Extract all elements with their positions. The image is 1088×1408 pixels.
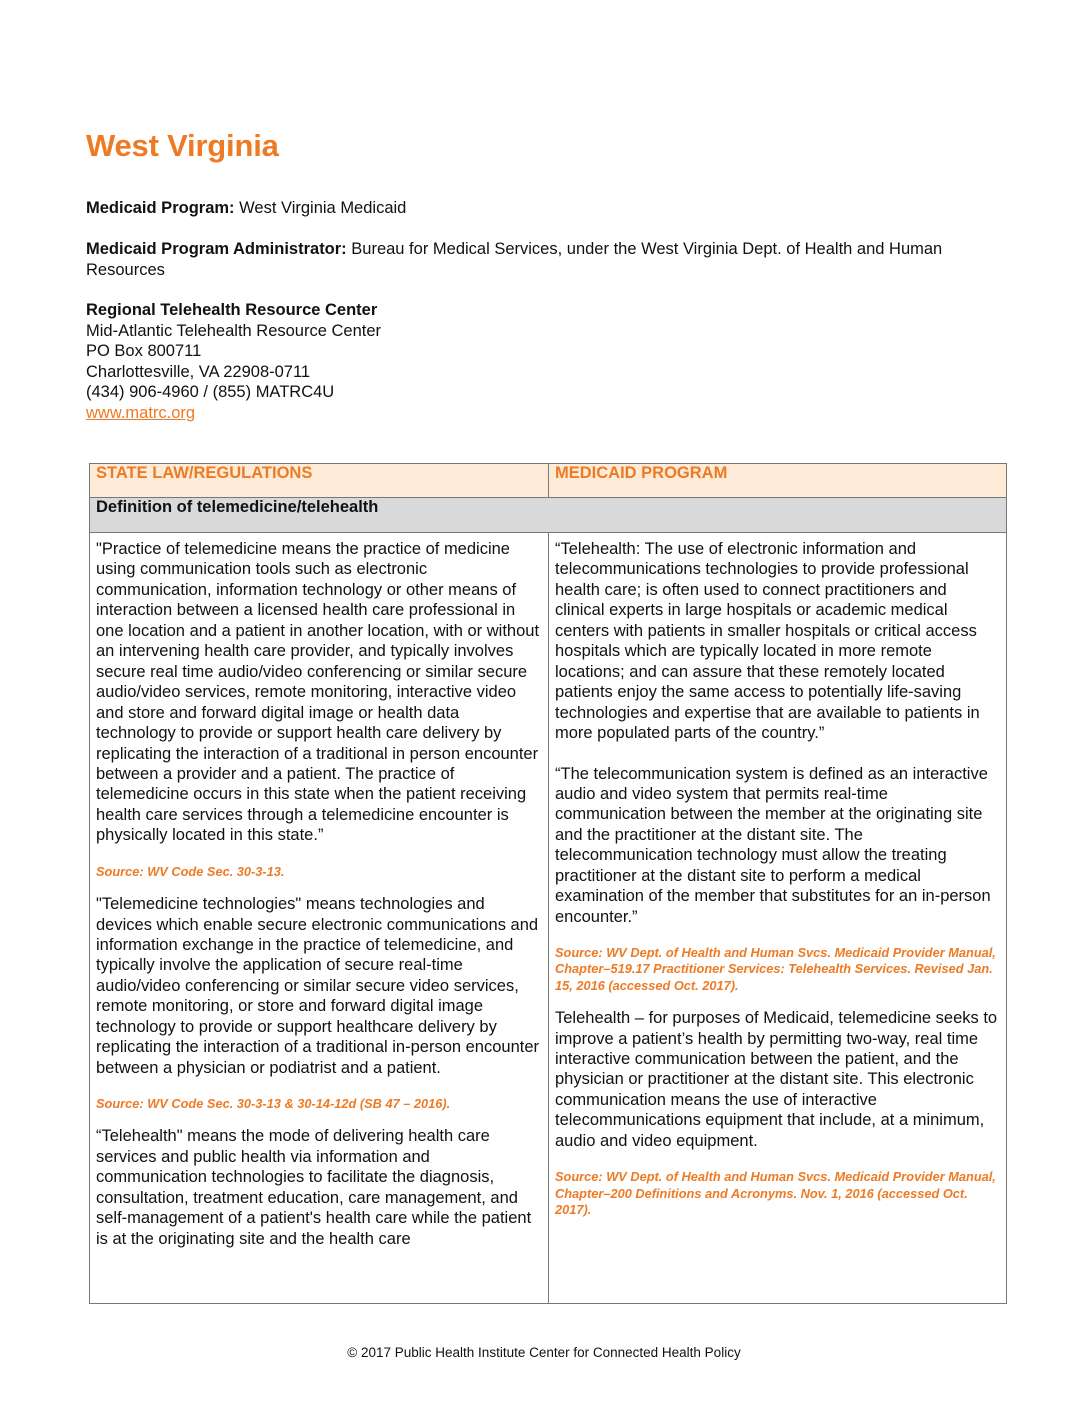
rtrc-phone: (434) 906-4960 / (855) MATRC4U (86, 383, 335, 401)
rtrc-name: Mid-Atlantic Telehealth Resource Center (86, 321, 382, 340)
rtrc-po-box: PO Box 800711 (86, 342, 202, 360)
page-footer: © 2017 Public Health Institute Center for Connected Health Policy (347, 1345, 741, 1360)
medicaid-program-value: West Virginia Medicaid (234, 199, 407, 217)
state-law-cell (90, 533, 549, 1304)
col-header-state-law: STATE LAW/REGULATIONS (90, 464, 549, 498)
state-law-source-1: Source: WV Code Sec. 30-3-13. (96, 863, 285, 879)
administrator-line (86, 239, 1006, 280)
col-header-medicaid: MEDICAID PROGRAM (549, 464, 1007, 498)
medicaid-program-line (86, 198, 1006, 219)
administrator-label: Medicaid Program Administrator: (86, 240, 347, 258)
section-row (90, 498, 1007, 533)
state-law-paragraph-2: "Telemedicine technologies" means technologies and devices which enable secure electronic communications and information exchange in the practice of telemedicine, and typically involve the application of secure real-time audio/video conferencing or similar secure video services, remote monitoring, or store and forward digital image technology to provide or support healthcare delivery by replicating the interaction of a traditional in-person encounter between a physician or podiatrist and a patient. (96, 895, 540, 1077)
rtrc-block (86, 300, 1006, 423)
rtrc-city: Charlottesville, VA 22908-0711 (86, 362, 311, 381)
section-title: Definition of telemedicine/telehealth (90, 498, 1007, 533)
state-law-paragraph-3: “Telehealth" means the mode of delivering health care services and public health via information and communication technologies to facilitate the diagnosis, consultation, treatment education, care management, and self-management of a patient's health care while the patient is at the originating site and the health care (96, 1127, 532, 1248)
table-row (90, 533, 1007, 1304)
state-law-source-2: Source: WV Code Sec. 30-3-13 & 30-14-12d (SB 47 – 2016). (96, 1096, 451, 1112)
administrator-value: Bureau for Medical Services, under the West Virginia Dept. of Health and Human Resources (86, 240, 943, 279)
rtrc-heading: Regional Telehealth Resource Center (86, 301, 378, 319)
state-law-paragraph-1: "Practice of telemedicine means the practice of medicine using communication tools such as electronic communication, information technology or other means of interaction between a licensed health care professional in one location and a patient in another location, with or without an intervening health care provider, and typically involves secure real time audio/video conferencing or similar secure audio/video services, remote monitoring, interactive video and store and forward digital image or health data technology to provide or support health care delivery by replicating the interaction of a traditional in person encounter between a provider and a patient. The practice of telemedicine occurs in this state when the patient receiving health care services through a telemedicine encounter is physically located in this state.” (96, 540, 540, 845)
medicaid-paragraph-2: “The telecommunication system is defined as an interactive audio and video system that permits real-time communication between the member at the originating site and the practitioner at the distant site. The telecommunication technology must allow the treating practitioner at the distant site to perform a medical examination of the member that substitutes for an in-person encounter.” (555, 764, 991, 926)
medicaid-paragraph-1: “Telehealth: The use of electronic information and telecommunications technologies to provide professional health care; is often used to connect practitioners and clinical experts in large hospitals or academic medical centers with patients in smaller hospitals or critical access hospitals which are typically located in more remote locations; and can assure that these remotely located patients enjoy the same access to potentially life-saving technologies and expertise that are available to patients in more populated parts of the country.” (555, 540, 980, 743)
telehealth-table (89, 463, 1007, 1304)
medicaid-program-label: Medicaid Program: (86, 199, 235, 217)
page-title: West Virginia (86, 128, 279, 163)
table-header-row (90, 464, 1007, 498)
medicaid-cell (549, 533, 1007, 1304)
rtrc-website-link[interactable]: www.matrc.org (86, 403, 196, 422)
medicaid-source-2: Source: WV Dept. of Health and Human Svcs. Medicaid Provider Manual, Chapter–200 Definitions and Acronyms. Nov. 1, 2016 (accessed Oct. 2017). (555, 1169, 996, 1217)
medicaid-paragraph-3: Telehealth – for purposes of Medicaid, telemedicine seeks to improve a patient’s health by permitting two-way, real time interactive communication between the patient, and the physician or practitioner at the distant site. This electronic communication means the use of interactive telecommunications equipment that include, at a minimum, audio and video equipment. (555, 1009, 998, 1150)
medicaid-source-1: Source: WV Dept. of Health and Human Svcs. Medicaid Provider Manual, Chapter–519.17 Practitioner Services: Telehealth Services. Revised Jan. 15, 2016 (accessed Oct. 2017). (555, 945, 996, 993)
